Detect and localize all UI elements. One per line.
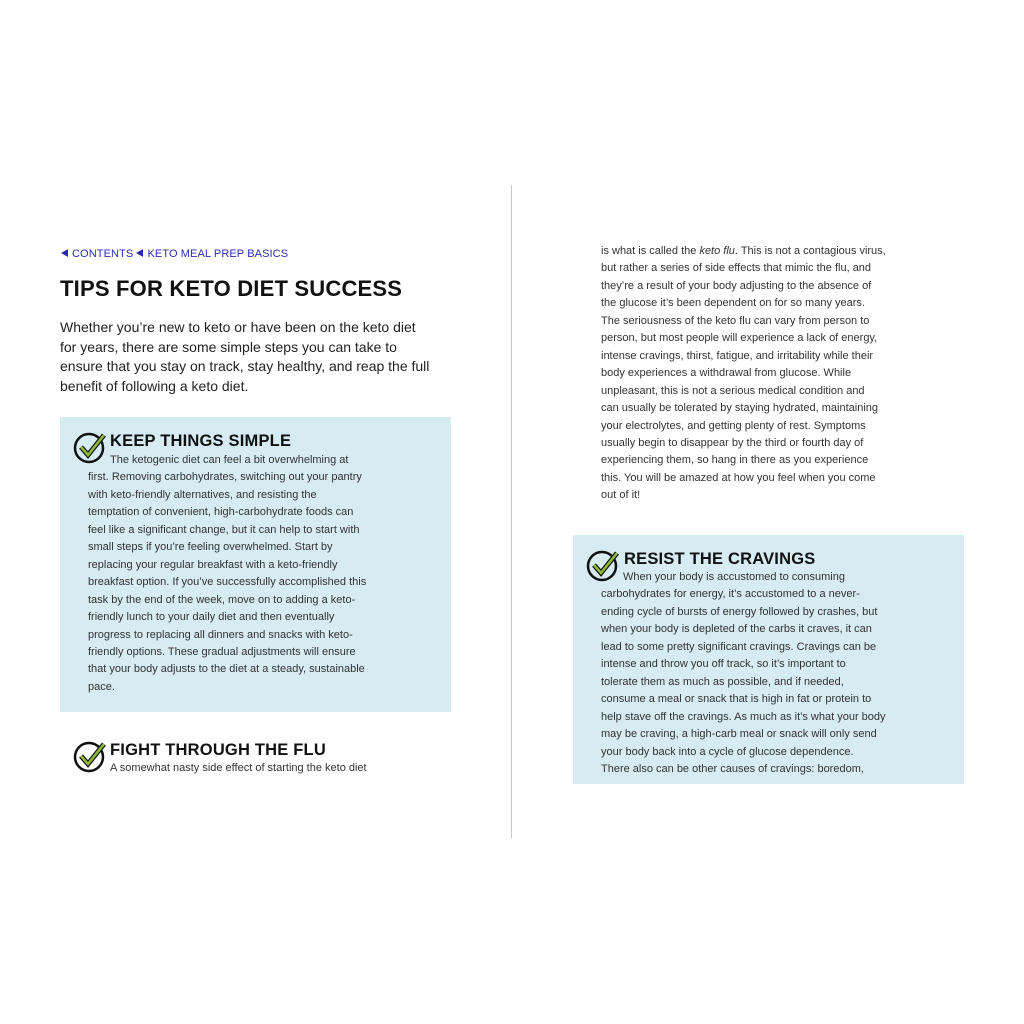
text-line: progress to replacing all dinners and snacks with keto- [88,628,353,641]
text-lines [601,260,886,504]
section-heading: KEEP THINGS SIMPLE [110,432,292,450]
text-line: feel like a significant change, but it can help to start with [88,523,360,536]
text-line: temptation of convenient, high-carbohydrate foods can [88,506,354,519]
text-line: ensure that you stay on track, stay healthy, and reap the full [60,358,430,375]
text-line: small steps if you’re feeling overwhelmed. Start by [88,541,333,554]
text-line: first. Removing carbohydrates, switching out your pantry [88,471,362,484]
text-line: with keto-friendly alternatives, and resisting the [88,488,317,501]
back-arrow-icon [136,249,143,257]
text-span: . This is not a contagious virus, [734,245,886,257]
text-line: this. You will be amazed at how you feel when you come [601,471,876,484]
back-arrow-icon [61,249,68,257]
page-divider [511,185,512,838]
section-body [88,452,366,696]
breadcrumb-chapter-link[interactable] [136,248,288,260]
text-line: help stave off the cravings. As much as it’s what your body [601,710,886,723]
text-line: the glucose it’s been dependent on for so many years. [601,297,865,310]
section-body [110,760,367,777]
text-line: intense cravings, thirst, fatigue, and irritability while their [601,349,874,362]
emphasis-text: keto flu [699,245,735,257]
text-line: can usually be tolerated by staying hydrated, maintaining [601,402,879,415]
section-heading: RESIST THE CRAVINGS [624,550,816,568]
section-body [601,569,886,778]
text-line: intense and throw you off track, so it’s important to [601,658,846,671]
text-line: when your body is depleted of the carbs it craves, it can [601,623,872,636]
breadcrumb-label: CONTENTS [72,248,134,260]
text-line: experiencing them, so hang in there as you experience [601,454,869,467]
checkmark-circle-icon [73,739,107,773]
text-line: body experiences a withdrawal from glucose. While [601,367,852,380]
text-line: benefit of following a keto diet. [60,377,249,394]
text-line: person, but most people will experience a lack of energy, [601,332,878,345]
text-line: but rather a series of side effects that mimic the flu, and [601,262,872,275]
text-line: that your body adjusts to the diet at a steady, sustainable [88,663,365,676]
text-line: your electrolytes, and getting plenty of rest. Symptoms [601,419,866,432]
text-line: may be craving, a high-carb meal or snack will only send [601,728,877,741]
text-line: Whether you’re new to keto or have been on the keto diet [60,319,416,335]
text-line: friendly lunch to your daily diet and then eventually [88,611,335,624]
text-line: tolerate them as much as possible, and if needed, [601,675,844,688]
text-line: The ketogenic diet can feel a bit overwhelming at [110,454,349,466]
text-line: breakfast option. If you’ve successfully accomplished this [88,576,367,589]
text-line: lead to some pretty significant cravings. Cravings can be [601,640,877,653]
text-line: out of it! [601,489,641,502]
text-line: There also can be other causes of cravings: boredom, [601,762,864,775]
text-line: unpleasant, this is not a serious medical condition and [601,384,865,397]
text-span: is what is called the [601,245,700,257]
text-line: usually begin to disappear by the third or fourth day of [601,436,864,449]
text-line: your body back into a cycle of glucose dependence. [601,745,854,758]
section-heading: FIGHT THROUGH THE FLU [110,741,326,759]
text-line: carbohydrates for energy, it’s accustomed to a never- [601,588,860,601]
text-line: A somewhat nasty side effect of starting the keto diet [110,762,367,774]
text-line: for years, there are some simple steps you can take to [60,338,397,355]
section-body-continued [601,243,886,505]
text-line: task by the end of the week, move on to adding a keto- [88,593,356,606]
text-line: they’re a result of your body adjusting to the absence of [601,279,872,292]
text-line: pace. [88,680,115,693]
text-line: The seriousness of the keto flu can vary from person to [601,314,870,327]
text-line: consume a meal or snack that is high in fat or protein to [601,693,872,706]
breadcrumb [61,248,288,260]
intro-paragraph [60,318,429,396]
text-line: ending cycle of bursts of energy followed by crashes, but [601,605,878,618]
breadcrumb-contents-link[interactable] [61,248,133,260]
page-title: TIPS FOR KETO DIET SUCCESS [60,276,403,301]
text-line: friendly options. These gradual adjustments will ensure [88,645,356,658]
breadcrumb-label: KETO MEAL PREP BASICS [147,248,289,260]
text-line: replacing your regular breakfast with a keto-friendly [88,558,338,571]
text-line: When your body is accustomed to consuming [623,571,845,583]
text-line [601,243,886,260]
